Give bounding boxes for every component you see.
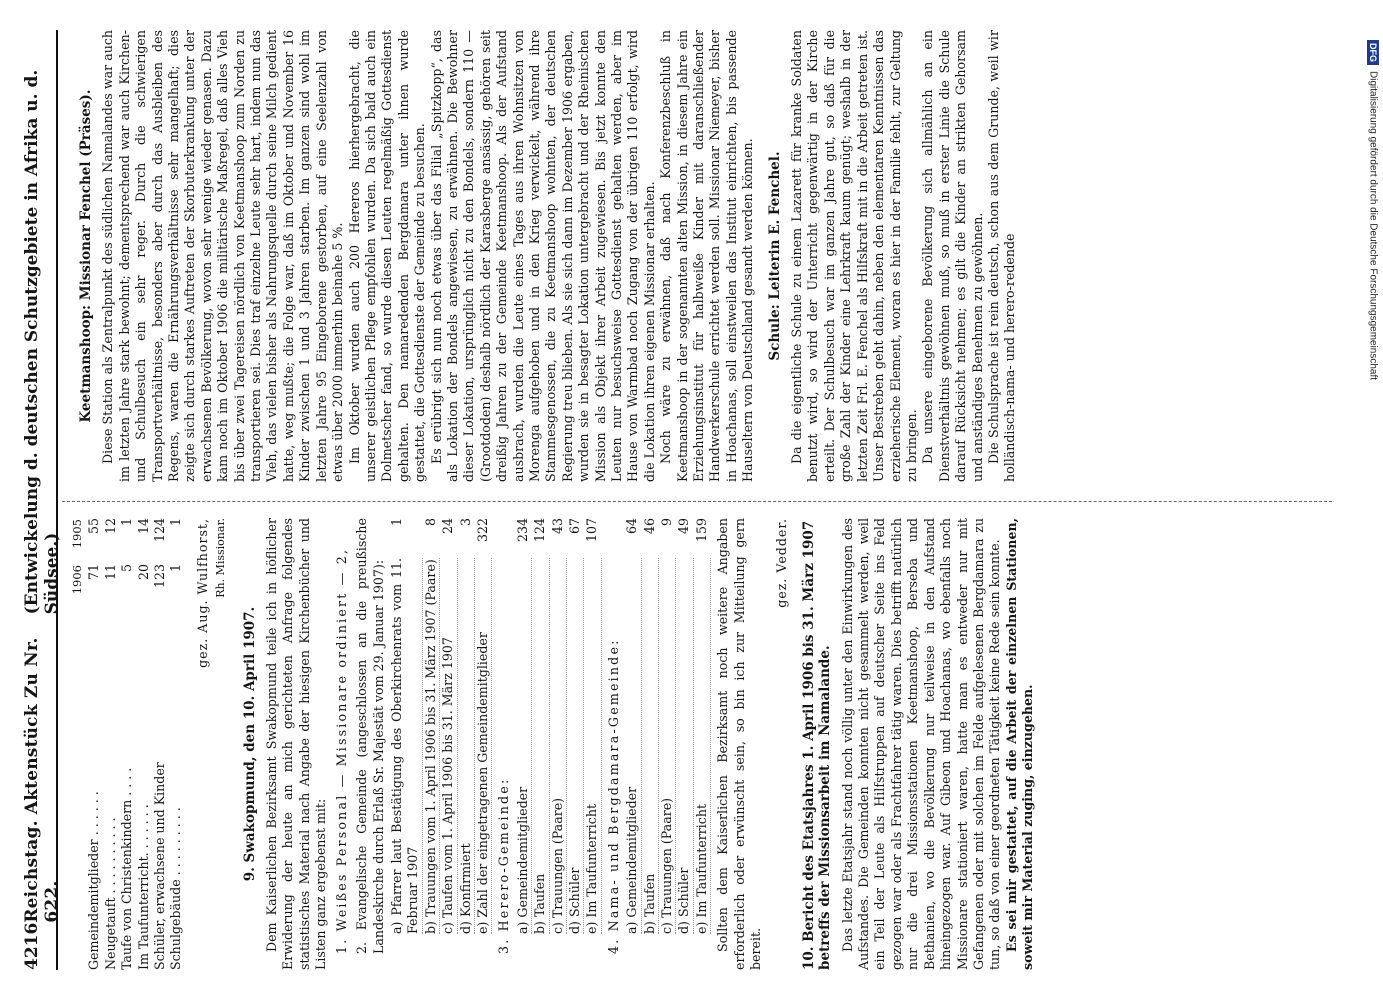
sub-label: b) Trauungen vom 1. April 1906 bis 31. März 1907 (Paare) (423, 558, 440, 934)
sub-value: 43 (549, 518, 565, 535)
sub-list-item (515, 518, 532, 934)
sub-list-item (440, 518, 457, 934)
stats-list (334, 518, 712, 970)
sub-list-item (642, 518, 659, 934)
row-value: 14 (135, 518, 151, 535)
row-value: 55 (86, 518, 102, 535)
row-value: 20 (135, 564, 151, 581)
station-stats-table (68, 518, 185, 970)
list-item (354, 518, 492, 954)
digitization-note (1367, 40, 1379, 380)
row-value: 11 (102, 564, 118, 581)
row-value: 1 (168, 518, 184, 527)
row-value: 5 (119, 564, 135, 573)
sub-label: a) Pfarrer laut Bestätigung des Oberkirchenrats vom 11. Februar 1907 (389, 558, 423, 934)
paragraph: Diese Station als Zentralpunkt des südlichen Namalandes war auch im letzten Jahre stark bewohnt; dementsprechend war auch Kirchen- und Schulbesuch ein sehr reger. Durch die schwierigen Transportverhältnisse, besonders aber durch das Ausbleiben des Regens, waren die Ernährungsverhältnisse sehr mangelhaft; dies zeigte sich durch starkes Auftreten der Skorbuterkrankung unter der erwachsenen Bevölkerung, wovon sehr wenige wieder genasen. Dazu kam noch im Oktober 1906 die militärische Maßregel, daß alles Vieh bis über zwei Tagereisen nördlich von Keetmanshoop zum Norden zu transportieren sei. Dies traf einzelne Leute sehr hart, indem nun das Vieh, das vielen bisher als Nahrungsquelle durch seine Milch gedient hatte, weg mußte; die Folge war, daß im Oktober und November 16 Kinder zwischen 1 und 3 Jahren starben. Im ganzen sind wohl im letzten Jahre 95 Eingeborene gestorben, auf eine Seelenzahl von etwas über 2000 immerhin beinahe 5 %. (100, 30, 346, 482)
signature-wulfhorst: gez. Aug. Wulfhorst, (194, 518, 210, 668)
table-header-row (68, 518, 86, 970)
sub-label: b) Taufen (532, 558, 549, 934)
sub-list-item (694, 518, 711, 934)
paragraph: Im Oktober wurden auch 200 Hereros hierhergebracht, die unserer geistlichen Pflege empfohlen wurden. Da sich bald auch ein Dolmetscher fand, so wurde diesen Leuten regelmäßig Gottesdienst gehalten. Den namaredenden Bergdamara unter ihnen wurde gestattet, die Gottesdienste der Gemeinde zu besuchen. (346, 30, 428, 482)
signature-vedder: gez. Vedder. (774, 518, 790, 608)
item-label: 1. Weißes Personal — Missionare ordiniert — 2, (333, 547, 349, 954)
paragraph: Da die eigentliche Schule zu einem Lazarett für kranke Soldaten benutzt wird, so wird der Unterricht gegenwärtig in der Kirche erteilt. Der Schulbesuch war im ganzen Jahre gut, so daß für die große Zahl der Kinder eine Lehrkraft kaum genügt; weshalb in der letzten Zeit Frl. E. Fenchel als Hilfskraft mit in die Arbeit getreten ist. Unser Bestreben geht dahin, neben den elementaren Kenntnissen das erzieherische Element, woran es hier in der Familie fehlt, zur Geltung zu bringen. (789, 30, 919, 482)
sub-list-item (389, 518, 423, 934)
item-label: 3. Herero-Gemeinde: (496, 777, 512, 954)
document-page (22, 30, 1342, 970)
section-heading-9: 9. Swakopmund, den 10. April 1907. (241, 606, 258, 882)
sub-value: 124 (532, 518, 548, 543)
sub-value: 1 (388, 518, 404, 527)
paragraph: Noch wäre zu erwähnen, daß nach Konferenzbeschluß in Keetmanshoop in der sogenannten alten Mission, in diesem Jahre ein Erziehungsinstitut für halbweiße Kinder mit daranschließender Handwerkerschule errichtet werden soll. Missionar Niemeyer, bisher in Hoachanas, soll einstweilen das Institut einrichten, bis passende Hauseltern von Deutschland gesandt werden können. (658, 30, 756, 482)
paragraph: Sollten dem Kaiserlichen Bezirksamt noch weitere Angaben erforderlich oder erwünscht sein, so bin ich zur Mitteilung gern bereit. (715, 518, 764, 970)
row-value: 123 (152, 564, 168, 589)
sub-label: c) Trauungen (Paare) (659, 558, 676, 934)
row-value: 71 (86, 564, 102, 581)
digitization-text: Digitalisierung gefördert durch die Deutsche Forschungsgemeinschaft (1367, 71, 1379, 381)
school-heading: Schule: Leiterin E. Fenchel. (766, 151, 783, 361)
sub-value: 234 (514, 518, 530, 543)
table-row (119, 518, 135, 970)
paragraph: Es sei mir gestattet, auf die Arbeit der einzelnen Stationen, soweit mir Material zuging, einzugehen. (1003, 518, 1036, 970)
page-title: Reichstag. Aktenstück Zu Nr. 622. (22, 637, 62, 923)
left-column (68, 518, 1037, 970)
row-value: 12 (102, 518, 118, 535)
sub-list (389, 518, 492, 954)
sub-list (515, 518, 602, 954)
sub-list-item (475, 518, 492, 934)
row-label: Schulgebäude . . . . . . . . . (168, 807, 184, 970)
row-label: Neugetauft . . . . . . . . . . (102, 817, 118, 970)
page-subtitle: (Entwickelung d. deutschen Schutzgebiete in Afrika u. d. Südsee.) (22, 69, 62, 615)
paragraph: Es erübrigt sich nun noch etwas über das Filial „Spitzkopp“, das als Lokation der Bondels angewiesen, zu erwähnen. Die Bewohner dieser Lokation, ursprünglich nicht zu den Bondels, sondern 110 — (Grootdoden) deshalb nördlich der Karasberge ansässig, gehören seit dreißig Jahren zu der Gemeinde Keetmanshoop. Als der Aufstand ausbrach, wurden die Leute eines Tages aus ihren Wohnsitzen von Morenga aufgehoben und in den Krieg verwickelt, während ihre Stammesgenossen, die zu Keetmanshoop wohnten, der deutschen Regierung treu blieben. Als sie sich dann im Dezember 1906 ergaben, wurden sie in besagter Lokation untergebracht und der Rheinischen Mission als Objekt ihrer Arbeit zugewiesen. Bis jetzt konnte den Leuten nur besuchsweise Gottesdienst gehalten werden, aber im Hause von Warmbad noch Zugang von der übrigen 110 erfolgt, wird die Lokation ihren eigenen Missionar erhalten. (428, 30, 657, 482)
sub-value: 322 (474, 518, 490, 543)
page-number: 4216 (22, 922, 42, 970)
sub-label: c) Trauungen (Paare) (550, 558, 567, 934)
dfg-logo: DFG (1367, 40, 1379, 65)
signature-role: Rh. Missionar. (214, 518, 228, 598)
sub-value: 67 (566, 518, 582, 535)
sub-label: c) Taufen vom 1. April 1906 bis 31. März 1907 (440, 558, 457, 934)
table-row (136, 518, 152, 970)
sub-value: 9 (659, 518, 674, 527)
sub-value: 159 (693, 518, 709, 543)
list-item (496, 518, 601, 954)
sub-value: 107 (584, 518, 600, 543)
sub-list-item (659, 518, 676, 934)
list-item (334, 518, 350, 954)
sub-label: e) Im Taufunterricht (584, 558, 601, 934)
paragraph: Dem Kaiserlichen Bezirksamt Swakopmund teile ich in höflicher Erwiderung der heute an mich gerichteten Anfrage folgendes statistisches Material nach Angabe der hiesigen Kirchenbücher und Listen ganz ergebenst mit: (264, 518, 329, 970)
sub-label: b) Taufen (642, 558, 659, 934)
item-label: 2. Evangelische Gemeinde (angeschlossen an die preußische Landeskirche durch Erlaß Sr. Majestät vom 29. Januar 1907): (354, 518, 386, 954)
row-label: Im Taufunterricht. . . . . . . (135, 804, 151, 970)
row-value: 1 (119, 518, 135, 527)
row-label: Taufe von Christenkindern . . . . (119, 767, 135, 970)
table-row (103, 518, 119, 970)
page-header (22, 30, 62, 970)
paragraph: Da unsere eingeborene Bevölkerung sich allmählich an ein Dienstverhältnis gewöhnen muß, so muß in erster Linie die Schule darauf Rücksicht nehmen; es gilt die Kinder an strikten Gehorsam und anständiges Benehmen zu gewöhnen. (920, 30, 985, 482)
sub-list-item (532, 518, 549, 934)
column-divider (62, 501, 1332, 502)
station-heading: Keetmanshoop: Missionar Fenchel (Präses). (78, 89, 94, 423)
sub-list-item (423, 518, 440, 934)
sub-list-item (676, 518, 693, 934)
sub-label: d) Schüler (567, 558, 584, 934)
sub-value: 8 (422, 518, 438, 527)
item-label: 4. Nama- und Bergdamara-Gemeinde: (605, 638, 621, 954)
sub-label: a) Gemeindemitglieder (515, 558, 532, 934)
paragraph: Das letzte Etatsjahr stand noch völlig unter den Einwirkungen des Aufstandes. Die Gemeinden konnten nicht gesammelt werden, weil ein Teil der Leute als Hilfstruppen auf deutscher Seite ins Feld gezogen war oder als Frachtfahrer tätig waren. Dies betrifft natürlich nur die drei Missionsstationen Keetmanshoop, Berseba und Bethanien, wo die Bevölkerung nur teilweise in den Aufstand hineingezogen war. Auf Gibeon und Hoachanas, wo ebenfalls noch Missionare stationiert waren, hatte man es entweder nur mit Gefangenen oder mit solchen im Felde aufgelesenen Bergdamara zu tun, so daß von einer geordneten Tätigkeit keine Rede sein konnte. (839, 518, 1003, 970)
list-item (606, 518, 711, 954)
sub-label: e) Im Taufunterricht (694, 558, 711, 934)
sub-list-item (624, 518, 641, 934)
sub-list (624, 518, 711, 954)
sub-list-item (567, 518, 584, 934)
right-column (68, 30, 1019, 482)
sub-value: 24 (440, 518, 456, 535)
sub-label: d) Konfirmiert (458, 558, 475, 934)
sub-list-item (584, 518, 601, 934)
row-label: Schüler, erwachsene und Kinder (152, 762, 168, 970)
sub-value: 3 (457, 518, 473, 527)
table-row (86, 518, 102, 970)
sub-value: 49 (676, 518, 692, 535)
year-1905-header: 1905 (70, 519, 84, 549)
sub-label: e) Zahl der eingetragenen Gemeindemitglieder (475, 558, 492, 934)
paragraph: Die Schulsprache ist rein deutsch, schon aus dem Grunde, weil wir holländisch-nama- und herero-redende (985, 30, 1018, 482)
table-row (168, 518, 184, 970)
sub-label: a) Gemeindemitglieder (624, 558, 641, 934)
row-value: 1 (168, 564, 184, 573)
sub-label: d) Schüler (676, 558, 693, 934)
section-heading-10: 10. Bericht des Etatsjahres 1. April 1906 bis 31. März 1907 betreffs der Missionsarbeit im Namalande. (800, 520, 834, 970)
table-row (152, 518, 168, 970)
row-value: 124 (152, 518, 168, 543)
sub-list-item (550, 518, 567, 934)
row-label: Gemeindemitglieder . . . . . . (86, 791, 102, 970)
sub-value: 64 (624, 518, 640, 535)
sub-value: 46 (641, 518, 657, 535)
sub-list-item (458, 518, 475, 934)
header-rule (56, 30, 58, 970)
year-1906-header: 1906 (70, 565, 84, 595)
